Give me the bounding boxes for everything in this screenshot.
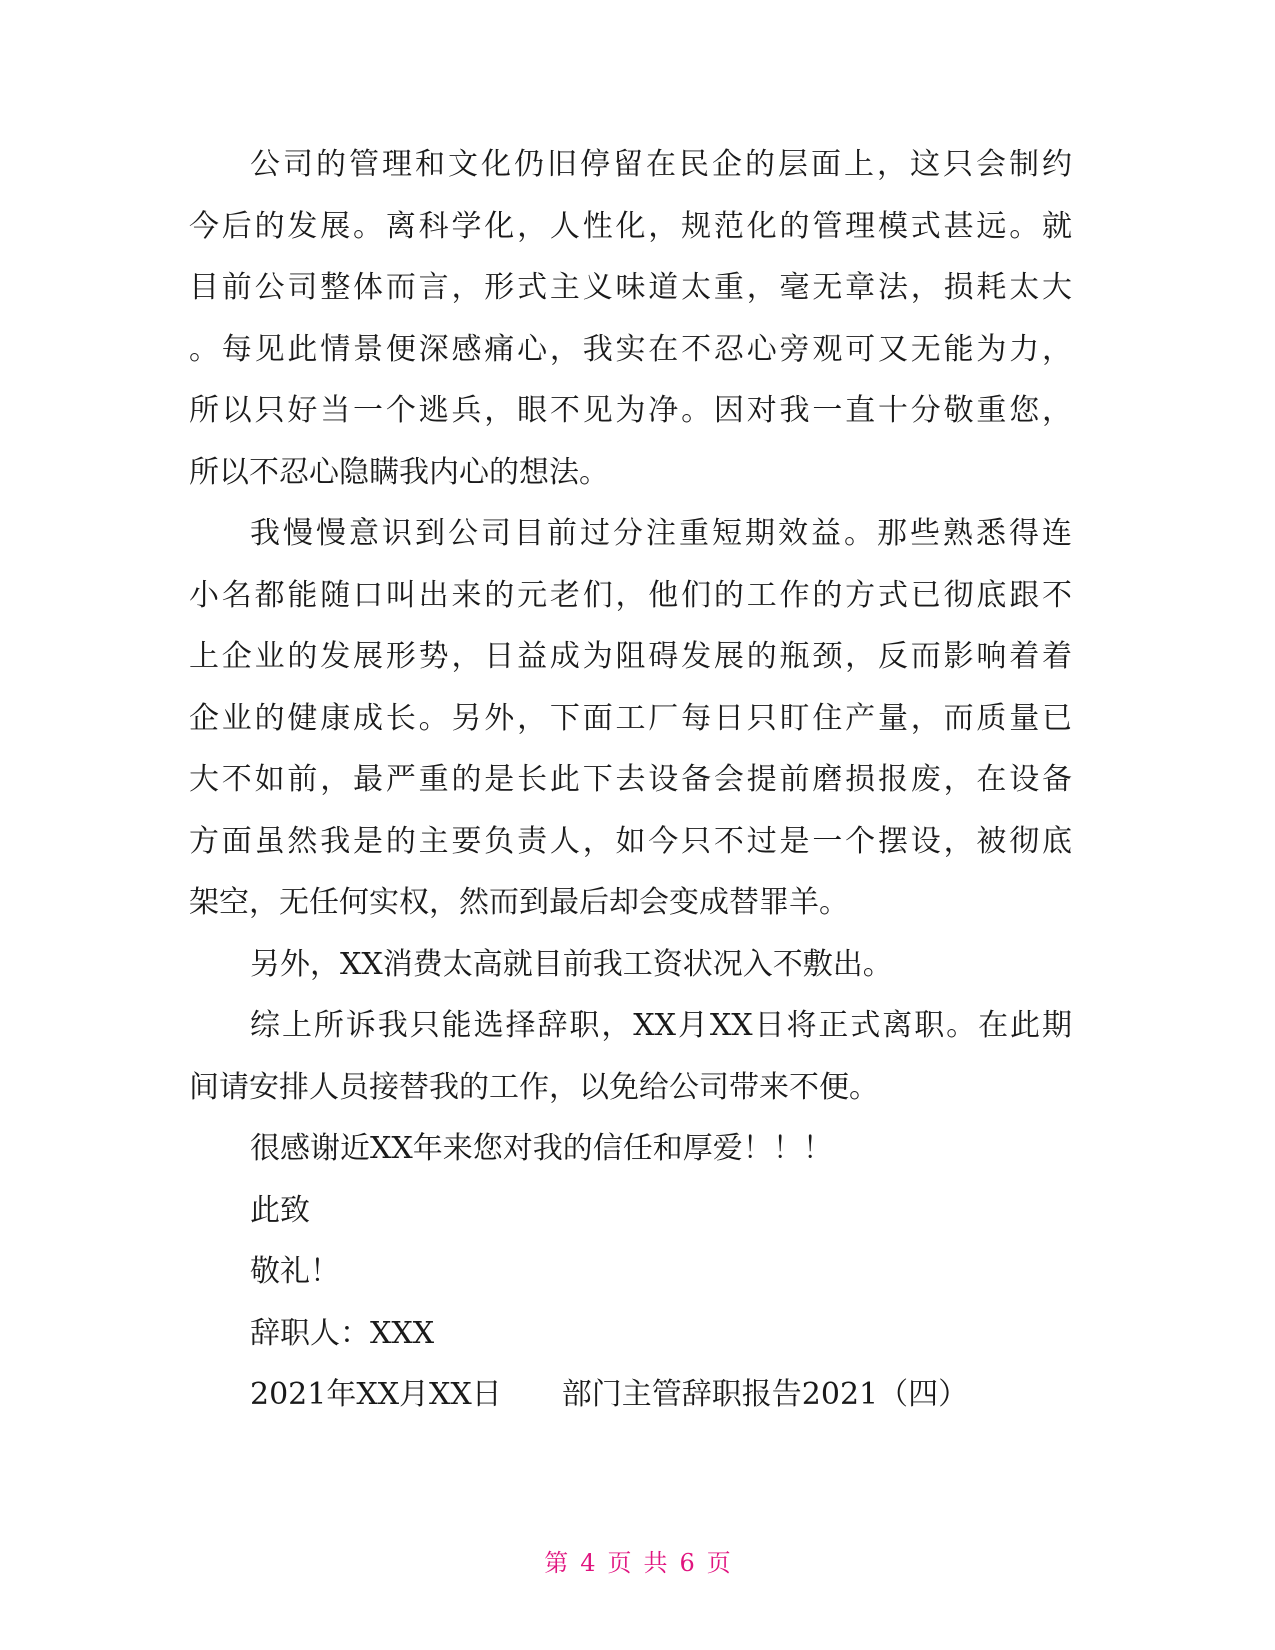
paragraph-line: 综上所诉我只能选择辞职，XX月XX日将正式离职。在此期 bbox=[250, 1008, 1072, 1043]
paragraph-line: 今后的发展。离科学化，人性化，规范化的管理模式甚远。就 bbox=[189, 209, 1072, 244]
footer-label-ye: 页 bbox=[607, 1549, 632, 1577]
paragraph-line: 所以只好当一个逃兵，眼不见为净。因对我一直十分敬重您， bbox=[189, 393, 1072, 428]
closing-salutation: 此致 bbox=[250, 1193, 310, 1228]
paragraph-line: 很感谢近XX年来您对我的信任和厚爱！！！ bbox=[250, 1131, 833, 1166]
paragraph-line: 架空，无任何实权，然而到最后却会变成替罪羊。 bbox=[189, 885, 849, 920]
footer-current-page: 4 bbox=[580, 1549, 596, 1577]
paragraph-line: 所以不忍心隐瞒我内心的想法。 bbox=[189, 455, 609, 490]
footer-total-pages: 6 bbox=[679, 1549, 695, 1577]
paragraph-line: 间请安排人员接替我的工作，以免给公司带来不便。 bbox=[189, 1070, 879, 1105]
paragraph-line: 大不如前，最严重的是长此下去设备会提前磨损报废，在设备 bbox=[189, 762, 1072, 797]
paragraph-line: 小名都能随口叫出来的元老们，他们的工作的方式已彻底跟不 bbox=[189, 578, 1072, 613]
paragraph-line: 目前公司整体而言，形式主义味道太重，毫无章法，损耗太大 bbox=[189, 270, 1072, 305]
paragraph-line: 我慢慢意识到公司目前过分注重短期效益。那些熟悉得连 bbox=[250, 516, 1072, 551]
paragraph-line: 上企业的发展形势，日益成为阻碍发展的瓶颈，反而影响着着 bbox=[189, 639, 1072, 674]
signature-line: 辞职人：XXX bbox=[250, 1316, 435, 1351]
paragraph-line: 。每见此情景便深感痛心，我实在不忍心旁观可又无能为力， bbox=[189, 332, 1072, 367]
paragraph-line: 企业的健康成长。另外，下面工厂每日只盯住产量，而质量已 bbox=[189, 701, 1072, 736]
paragraph-line: 公司的管理和文化仍旧停留在民企的层面上，这只会制约 bbox=[250, 147, 1072, 182]
closing-regards: 敬礼！ bbox=[250, 1254, 340, 1289]
paragraph-line: 方面虽然我是的主要负责人，如今只不过是一个摆设，被彻底 bbox=[189, 824, 1072, 859]
footer-label-page: 第 bbox=[544, 1549, 569, 1577]
date-and-next-title: 2021年XX月XX日 部门主管辞职报告2021（四） bbox=[250, 1377, 969, 1412]
paragraph-line: 另外，XX消费太高就目前我工资状况入不敷出。 bbox=[250, 947, 893, 982]
page-footer bbox=[0, 1547, 1275, 1579]
footer-label-ye-2: 页 bbox=[706, 1549, 731, 1577]
footer-label-total: 共 bbox=[643, 1549, 668, 1577]
